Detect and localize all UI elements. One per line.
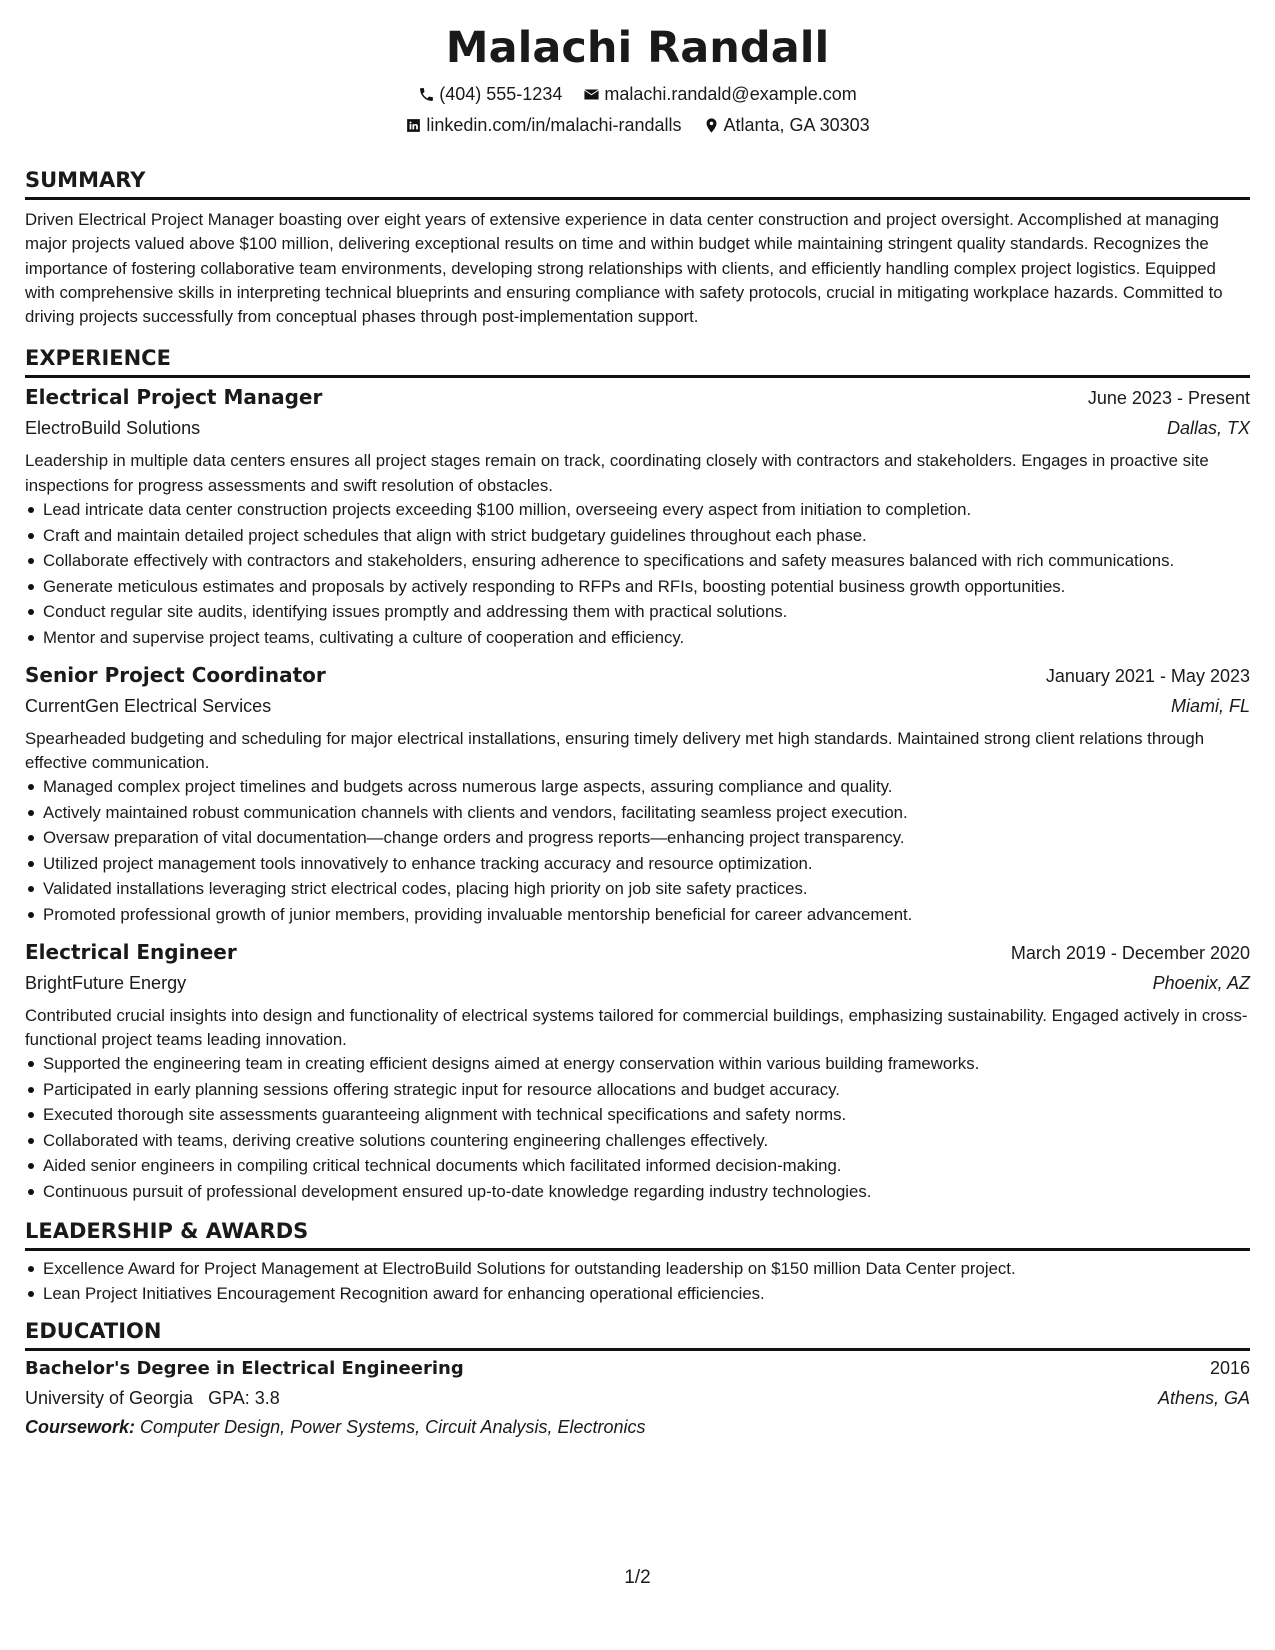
list-item: Actively maintained robust communication channels with clients and vendors, facilitating seamless project execution. bbox=[43, 801, 1250, 825]
job-entry bbox=[25, 660, 1250, 927]
education-subheader bbox=[25, 1383, 1250, 1413]
education-section bbox=[25, 1318, 1250, 1441]
list-item: Utilized project management tools innovatively to enhance tracking accuracy and resource optimization. bbox=[43, 852, 1250, 876]
company-name: BrightFuture Energy bbox=[25, 972, 187, 993]
school-info bbox=[25, 1383, 280, 1413]
list-item: Managed complex project timelines and budgets across numerous large aspects, assuring compliance and quality. bbox=[43, 775, 1250, 799]
coursework-label: Coursework: bbox=[25, 1417, 136, 1438]
job-location: Dallas, TX bbox=[1166, 418, 1250, 439]
job-date: March 2019 - December 2020 bbox=[1010, 942, 1250, 963]
job-bullets bbox=[25, 775, 1250, 927]
list-item: Craft and maintain detailed project schedules that align with strict budgetary guidelines throughout each phase. bbox=[43, 524, 1250, 548]
list-item: Supported the engineering team in creating efficient designs aimed at energy conservation within various building frameworks. bbox=[43, 1052, 1250, 1076]
summary-section bbox=[25, 167, 1250, 329]
list-item: Lean Project Initiatives Encouragement Recognition award for enhancing operational efficiencies. bbox=[43, 1282, 1250, 1306]
job-subheader bbox=[25, 968, 1250, 998]
page-number: 1/2 bbox=[624, 1567, 651, 1588]
list-item: Collaborate effectively with contractors and stakeholders, ensuring adherence to specifications and safety measures balanced with rich communications. bbox=[43, 549, 1250, 573]
list-item: Oversaw preparation of vital documentation—change orders and progress reports—enhancing project transparency. bbox=[43, 826, 1250, 850]
job-title: Electrical Project Manager bbox=[25, 385, 323, 410]
list-item: Collaborated with teams, deriving creative solutions countering engineering challenges effectively. bbox=[43, 1129, 1250, 1153]
coursework-text: Computer Design, Power Systems, Circuit Analysis, Electronics bbox=[140, 1417, 646, 1438]
list-item: Conduct regular site audits, identifying issues promptly and addressing them with practical solutions. bbox=[43, 600, 1250, 624]
job-header bbox=[25, 660, 1250, 691]
summary-text: Driven Electrical Project Manager boasting over eight years of extensive experience in data center construction and project oversight. Accomplished at managing major projects valued above $100 million, delivering exceptional results on time and within budget while maintaining stringent quality standards. Recognizes the importance of fostering collaborative team environments, developing strong relationships with clients, and efficiently handling complex project logistics. Equipped with comprehensive skills in interpreting technical blueprints and ensuring compliance with safety protocols, crucial in mitigating workplace hazards. Committed to driving projects successfully from conceptual phases through post-implementation support. bbox=[25, 210, 1223, 327]
job-header bbox=[25, 937, 1250, 968]
job-title: Electrical Engineer bbox=[25, 939, 237, 964]
job-summary: Leadership in multiple data centers ensures all project stages remain on track, coordinating closely with contractors and stakeholders. Engages in proactive site inspections for progress assessments and swift resolution of obstacles. bbox=[25, 451, 1209, 495]
list-item: Participated in early planning sessions offering strategic input for resource allocations and budget accuracy. bbox=[43, 1078, 1250, 1102]
gpa-text: GPA: 3.8 bbox=[208, 1388, 280, 1409]
job-title: Senior Project Coordinator bbox=[25, 662, 326, 687]
contact-phone bbox=[418, 82, 562, 106]
school-name: University of Georgia bbox=[25, 1388, 194, 1409]
contact-email[interactable] bbox=[583, 82, 856, 106]
contact-line-secondary bbox=[25, 113, 1250, 137]
resume-page bbox=[25, 20, 1250, 1441]
company-name: CurrentGen Electrical Services bbox=[25, 695, 272, 716]
coursework-line bbox=[25, 1413, 1250, 1441]
list-item: Excellence Award for Project Management at ElectroBuild Solutions for outstanding leadership on $150 million Data Center project. bbox=[43, 1257, 1250, 1281]
experience-heading: EXPERIENCE bbox=[25, 345, 1250, 378]
list-item: Continuous pursuit of professional development ensured up-to-date knowledge regarding industry technologies. bbox=[43, 1180, 1250, 1204]
job-date: January 2021 - May 2023 bbox=[1045, 665, 1250, 686]
school-location: Athens, GA bbox=[1157, 1388, 1250, 1409]
graduation-year: 2016 bbox=[1209, 1358, 1250, 1379]
degree-title: Bachelor's Degree in Electrical Engineering bbox=[25, 1358, 464, 1380]
contact-line-primary bbox=[25, 82, 1250, 106]
education-header bbox=[25, 1353, 1250, 1383]
phone-text: (404) 555-1234 bbox=[439, 84, 563, 104]
contact-linkedin[interactable] bbox=[405, 113, 681, 137]
list-item: Promoted professional growth of junior members, providing invaluable mentorship beneficial for career advancement. bbox=[43, 903, 1250, 927]
email-text[interactable]: malachi.randald@example.com bbox=[604, 84, 857, 104]
location-text: Atlanta, GA 30303 bbox=[723, 115, 870, 135]
job-summary: Spearheaded budgeting and scheduling for major electrical installations, ensuring timely delivery met high standards. Maintained strong client relations through effective communication. bbox=[25, 728, 1205, 772]
list-item: Generate meticulous estimates and proposals by actively responding to RFPs and RFIs, boosting potential business growth opportunities. bbox=[43, 575, 1250, 599]
map-pin-icon bbox=[703, 117, 720, 134]
company-name: ElectroBuild Solutions bbox=[25, 418, 201, 439]
linkedin-text[interactable]: linkedin.com/in/malachi-randalls bbox=[426, 115, 682, 135]
job-date: June 2023 - Present bbox=[1087, 388, 1250, 409]
education-heading: EDUCATION bbox=[25, 1318, 1250, 1351]
job-subheader bbox=[25, 691, 1250, 721]
summary-heading: SUMMARY bbox=[25, 167, 1250, 200]
awards-section bbox=[25, 1218, 1250, 1307]
job-subheader bbox=[25, 413, 1250, 443]
candidate-name: Malachi Randall bbox=[445, 23, 830, 73]
job-bullets bbox=[25, 1052, 1250, 1204]
linkedin-icon bbox=[405, 117, 422, 134]
contact-location bbox=[703, 113, 870, 137]
job-bullets bbox=[25, 498, 1250, 650]
job-summary: Contributed crucial insights into design and functionality of electrical systems tailored for commercial buildings, emphasizing sustainability. Engaged actively in cross-functional project teams leading innovation. bbox=[25, 1005, 1248, 1049]
awards-list bbox=[25, 1257, 1250, 1307]
list-item: Validated installations leveraging strict electrical codes, placing high priority on job site safety practices. bbox=[43, 877, 1250, 901]
list-item: Mentor and supervise project teams, cultivating a culture of cooperation and efficiency. bbox=[43, 626, 1250, 650]
experience-section bbox=[25, 345, 1250, 1203]
job-entry bbox=[25, 382, 1250, 649]
envelope-icon bbox=[583, 86, 600, 103]
awards-heading: LEADERSHIP & AWARDS bbox=[25, 1218, 1250, 1251]
job-location: Phoenix, AZ bbox=[1152, 972, 1250, 993]
job-header bbox=[25, 382, 1250, 413]
list-item: Lead intricate data center construction projects exceeding $100 million, overseeing every aspect from initiation to completion. bbox=[43, 498, 1250, 522]
list-item: Aided senior engineers in compiling critical technical documents which facilitated informed decision-making. bbox=[43, 1154, 1250, 1178]
phone-icon bbox=[418, 86, 435, 103]
job-location: Miami, FL bbox=[1170, 695, 1250, 716]
list-item: Executed thorough site assessments guaranteeing alignment with technical specifications and safety norms. bbox=[43, 1103, 1250, 1127]
job-entry bbox=[25, 937, 1250, 1204]
